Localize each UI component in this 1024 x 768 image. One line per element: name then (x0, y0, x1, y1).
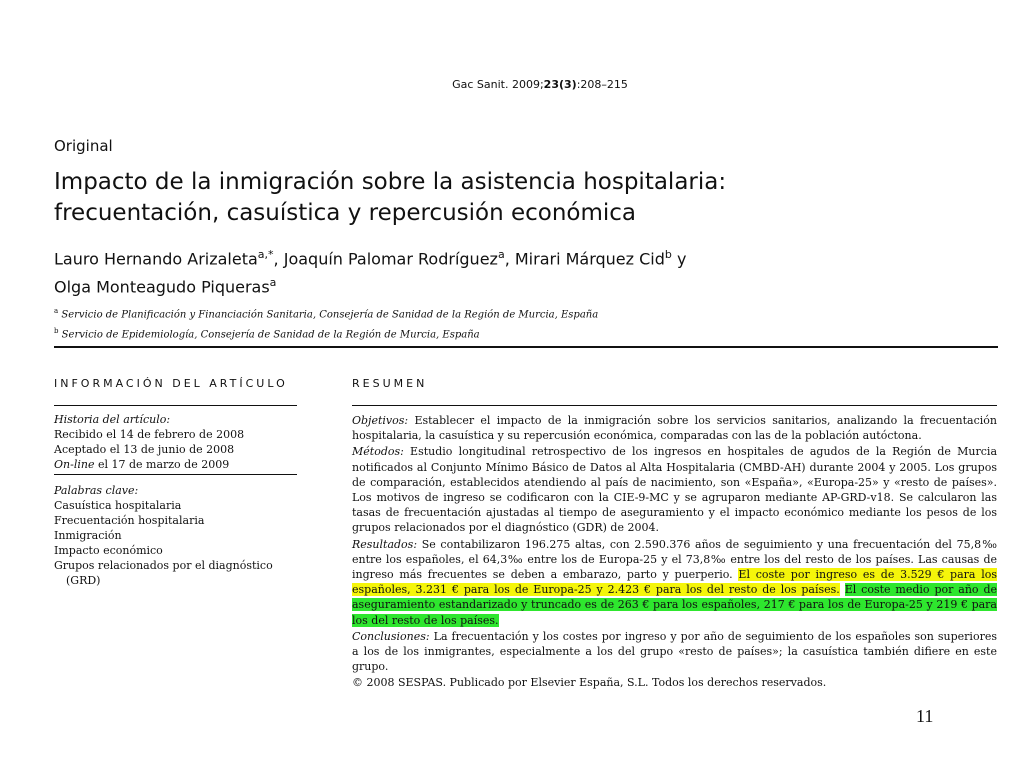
author-separator: , (273, 249, 284, 269)
section-type: Original (54, 137, 113, 155)
keywords (54, 483, 273, 588)
journal-pages: :208–215 (576, 78, 628, 91)
metodos-text: Estudio longitudinal retrospectivo de los ingresos en hospitales de agudos de la Región de Murcia notificados al Conjunto Mínimo Básico de Datos al Alta Hospitalaria (CMBD-AH) durante 2004 y 2005. Los grupos de comparación, establecidos atendiendo al país de nacimiento, son «España», «Europa-25» y «resto de países». Los motivos de ingreso se codificaron con la CIE-9-MC y se agruparon mediante AP-GRD-v18. Se calcularon las tasas de frecuentación ajustadas al tiempo de aseguramiento y el impacto económico mediante los pesos de los grupos relacionados por el diagnóstico (GDR) de 2004. (352, 445, 997, 535)
journal-reference (0, 78, 1024, 91)
history-rule (54, 474, 297, 475)
author-4: Olga Monteagudo Piqueras (54, 277, 270, 297)
copyright: © 2008 SESPAS. Publicado por Elsevier España, S.L. Todos los derechos reservados. (352, 676, 827, 690)
resultados-text: Se contabilizaron 196.275 altas, con 2.590.376 años de seguimiento y una frecuentación del 75,8‰ entre los españoles, el 64,3‰ entre los de Europa-25 y el 73,8‰ entre los del resto de los países. Las causas de ingreso más frecuentes se deben a embarazo, parto y puerperio. (352, 537, 997, 582)
keyword-continuation: (GRD) (66, 574, 101, 587)
accepted-date: Aceptado el 13 de junio de 2008 (54, 443, 235, 456)
objetivos-label: Objetivos: (352, 414, 409, 427)
history-label: Historia del artículo: (54, 413, 171, 426)
article-info-heading: INFORMACIÓN DEL ARTÍCULO (54, 377, 288, 390)
keywords-label: Palabras clave: (54, 484, 139, 497)
abstract-rule (352, 405, 997, 406)
article-title: Impacto de la inmigración sobre la asistencia hospitalaria: frecuentación, casuística y repercusión económica (54, 169, 727, 226)
page-number: 11 (916, 706, 934, 726)
article-info-rule (54, 405, 297, 406)
abstract-metodos (352, 444, 997, 535)
resultados-label: Resultados: (352, 537, 418, 551)
keyword: Grupos relacionados por el diagnóstico (54, 559, 273, 572)
keyword: Inmigración (54, 529, 122, 542)
affiliation-mark: a (54, 307, 59, 315)
online-date (54, 457, 244, 472)
author-4-mark: a (269, 276, 277, 290)
affiliation-mark: b (54, 327, 59, 336)
conclusiones-label: Conclusiones: (352, 629, 430, 643)
author-1: Lauro Hernando Arizaleta (54, 249, 258, 269)
abstract-resultados (352, 537, 997, 628)
author-1-mark: a,* (257, 248, 274, 261)
keyword: Frecuentación hospitalaria (54, 514, 205, 527)
author-2: Joaquín Palomar Rodríguez (283, 249, 498, 269)
author-3: Mirari Márquez Cid (514, 249, 665, 269)
author-separator: , (504, 249, 515, 269)
resultados-space (840, 583, 845, 596)
conclusiones-text: La frecuentación y los costes por ingreso y por año de seguimiento de los españoles son superiores a los de los inmigrantes, especialmente a los del grupo «resto de países»; la casuística también difiere en este grupo. (352, 629, 997, 674)
affiliation-b (54, 323, 598, 343)
affiliation-text: Servicio de Planificación y Financiación Sanitaria, Consejería de Sanidad de la Región de Murcia, España (61, 309, 599, 321)
author-3-mark: b (664, 248, 672, 261)
highlight-cost-per-admission: El coste por ingreso es de 3.529 € para los españoles, 3.231 € para los de Europa-25 y 2.423 € para los del resto de los países. (352, 568, 998, 597)
journal-name: Gac Sanit. 2009; (452, 78, 544, 91)
author-list (54, 243, 954, 300)
author-2-mark: a (497, 248, 505, 261)
abstract-body (352, 413, 997, 692)
affiliations (54, 303, 598, 344)
online-text: el 17 de marzo de 2009 (94, 458, 230, 471)
author-separator: y (671, 249, 687, 269)
affiliation-text: Servicio de Epidemiología, Consejería de Sanidad de la Región de Murcia, España (61, 329, 480, 341)
abstract-heading: RESUMEN (352, 377, 428, 390)
online-label: On-line (54, 458, 95, 471)
metodos-label: Métodos: (352, 445, 404, 459)
highlight-mean-cost: El coste medio por año de aseguramiento estandarizado y truncado es de 263 € para los españoles, 217 € para los de Europa-25 y 219 € para los del resto de los países. (352, 583, 997, 627)
keyword: Casuística hospitalaria (54, 499, 182, 512)
keyword: Impacto económico (54, 544, 163, 557)
abstract-conclusiones (352, 629, 997, 675)
journal-volume: 23(3) (543, 78, 577, 91)
header-divider (54, 346, 998, 348)
affiliation-a (54, 303, 598, 323)
received-date: Recibido el 14 de febrero de 2008 (54, 428, 245, 441)
article-history (54, 412, 244, 472)
objetivos-text: Establecer el impacto de la inmigración sobre los servicios sanitarios, analizando la frecuentación hospitalaria, la casuística y su repercusión económica, comparadas con las de la población autóctona. (352, 414, 997, 443)
abstract-objetivos (352, 413, 997, 443)
